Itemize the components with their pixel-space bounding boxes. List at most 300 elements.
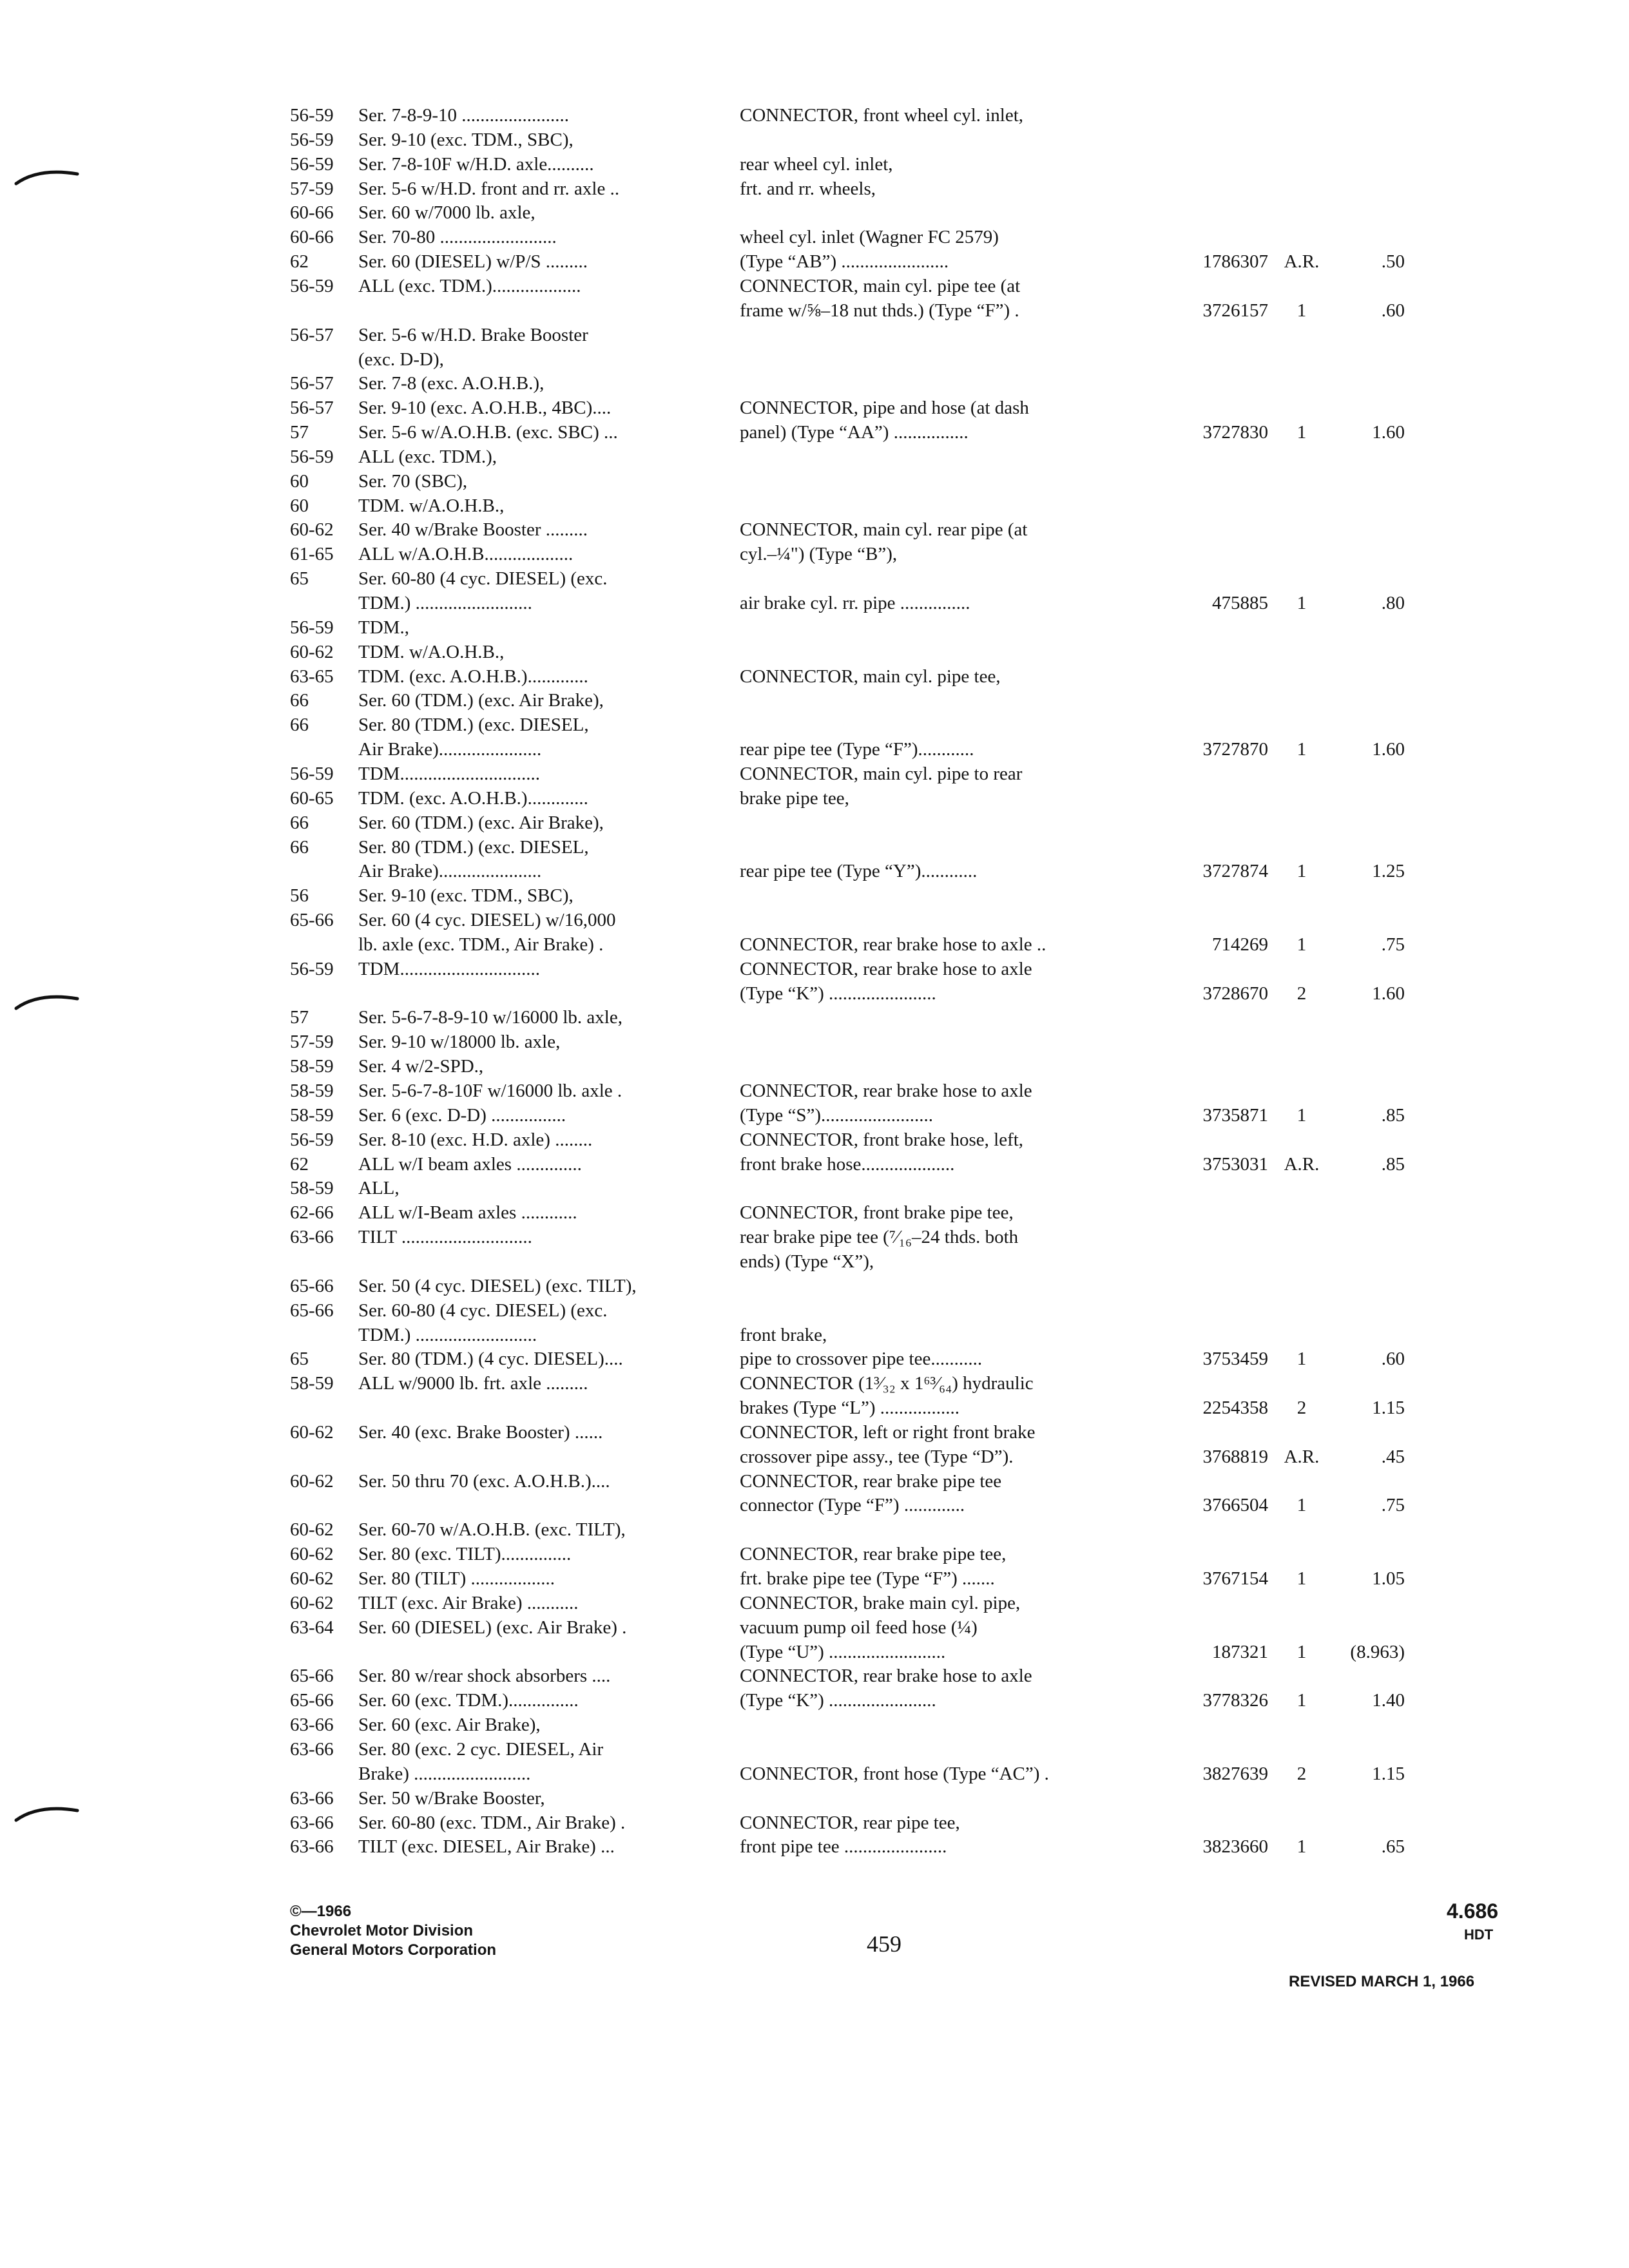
description-cell: rear wheel cyl. inlet, — [740, 153, 893, 175]
year-cell: 60-66 — [290, 227, 334, 248]
table-row — [0, 908, 1629, 932]
application-cell: TDM.) ......................... — [358, 593, 532, 613]
table-row — [0, 1274, 1629, 1298]
price-cell: .85 — [1381, 1153, 1405, 1175]
application-cell: ALL (exc. TDM.)................... — [358, 275, 581, 296]
application-cell: Air Brake)...................... — [358, 861, 542, 882]
application-cell: Ser. 7-8-9-10 ....................... — [358, 105, 570, 126]
description-cell: rear brake pipe tee (⁷⁄₁₆–24 thds. both — [740, 1227, 1019, 1248]
price-cell: (8.963) — [1350, 1641, 1405, 1662]
description-cell: rear pipe tee (Type “F”)............ — [740, 739, 974, 760]
quantity-cell: A.R. — [1284, 1446, 1320, 1467]
application-cell: TDM. w/A.O.H.B., — [358, 495, 505, 516]
application-cell: Ser. 60-80 (4 cyc. DIESEL) (exc. — [358, 568, 608, 590]
table-row — [0, 883, 1629, 908]
year-cell: 65-66 — [290, 1275, 334, 1296]
year-cell: 65-66 — [290, 1300, 334, 1321]
part-number-cell: 3726157 — [1202, 300, 1268, 321]
price-cell: .60 — [1381, 1349, 1405, 1370]
application-cell: Ser. 40 w/Brake Booster ......... — [358, 519, 588, 541]
description-cell: front brake, — [740, 1324, 827, 1345]
description-cell: rear pipe tee (Type “Y”)............ — [740, 861, 978, 882]
application-cell: Ser. 50 (4 cyc. DIESEL) (exc. TILT), — [358, 1275, 637, 1296]
year-cell: 65-66 — [290, 1690, 334, 1711]
year-cell: 60-66 — [290, 202, 334, 224]
application-cell: Ser. 80 w/rear shock absorbers .... — [358, 1666, 611, 1687]
year-cell: 56-57 — [290, 373, 334, 394]
quantity-cell: 1 — [1296, 1568, 1307, 1589]
application-cell: Ser. 60 (exc. Air Brake), — [358, 1715, 541, 1736]
section-subcode: HDT — [1464, 1927, 1494, 1943]
application-cell: Ser. 70 (SBC), — [358, 470, 468, 492]
application-cell: Ser. 60 (TDM.) (exc. Air Brake), — [358, 812, 604, 833]
quantity-cell: 2 — [1296, 1763, 1307, 1784]
part-number-cell: 1786307 — [1202, 251, 1268, 273]
description-cell: CONNECTOR, front brake hose, left, — [740, 1129, 1024, 1150]
price-cell: .65 — [1381, 1836, 1405, 1858]
price-cell: 1.60 — [1372, 739, 1405, 760]
table-row — [0, 1005, 1629, 1030]
table-row — [0, 347, 1629, 372]
table-row — [0, 371, 1629, 396]
table-row — [0, 1152, 1629, 1177]
description-cell: panel) (Type “AA”) ................ — [740, 422, 969, 443]
quantity-cell: 1 — [1296, 934, 1307, 955]
table-row — [0, 152, 1629, 177]
table-row — [0, 859, 1629, 883]
year-cell: 58-59 — [290, 1081, 334, 1101]
year-cell: 65 — [290, 1349, 309, 1370]
year-cell: 60-65 — [290, 787, 334, 809]
year-cell: 60-62 — [290, 1568, 334, 1589]
table-row — [0, 1030, 1629, 1054]
quantity-cell: 1 — [1296, 300, 1307, 321]
application-cell: Ser. 60 (DIESEL) w/P/S ......... — [358, 251, 588, 273]
application-cell: Ser. 50 thru 70 (exc. A.O.H.B.).... — [358, 1470, 610, 1492]
year-cell: 56-59 — [290, 958, 334, 979]
application-cell: Ser. 9-10 (exc. A.O.H.B., 4BC).... — [358, 398, 612, 419]
application-cell: Ser. 9-10 w/18000 lb. axle, — [358, 1032, 561, 1053]
application-cell: TDM.) .......................... — [358, 1324, 537, 1345]
price-cell: 1.15 — [1372, 1763, 1405, 1784]
revised-date: REVISED MARCH 1, 1966 — [1289, 1973, 1475, 1990]
application-cell: ALL w/A.O.H.B................... — [358, 544, 574, 565]
part-number-cell: 3823660 — [1202, 1836, 1268, 1858]
table-row — [0, 1591, 1629, 1615]
description-cell: ends) (Type “X”), — [740, 1251, 874, 1272]
table-row — [0, 1737, 1629, 1762]
price-cell: 1.15 — [1372, 1398, 1405, 1419]
section-code: 4.686 — [1447, 1899, 1499, 1923]
table-row — [0, 225, 1629, 249]
part-number-cell: 3753031 — [1202, 1153, 1268, 1175]
table-row — [0, 517, 1629, 542]
application-cell: Ser. 80 (exc. TILT)............... — [358, 1544, 572, 1565]
application-cell: Ser. 5-6-7-8-10F w/16000 lb. axle . — [358, 1081, 622, 1101]
year-cell: 66 — [290, 690, 309, 711]
table-row — [0, 274, 1629, 298]
table-row — [0, 1396, 1629, 1420]
table-row — [0, 1128, 1629, 1152]
quantity-cell: 1 — [1296, 1104, 1307, 1126]
description-cell: frt. brake pipe tee (Type “F”) ....... — [740, 1568, 995, 1589]
table-row — [0, 128, 1629, 152]
table-row — [0, 1834, 1629, 1859]
description-cell: CONNECTOR, main cyl. rear pipe (at — [740, 519, 1028, 541]
corporation-line: General Motors Corporation — [290, 1941, 497, 1959]
description-cell: CONNECTOR, left or right front brake — [740, 1421, 1036, 1443]
application-cell: TDM.............................. — [358, 763, 540, 784]
description-cell: cyl.–¼") (Type “B”), — [740, 544, 898, 565]
part-number-cell: 2254358 — [1202, 1398, 1268, 1419]
year-cell: 60 — [290, 495, 309, 516]
table-row — [0, 1420, 1629, 1445]
table-row — [0, 835, 1629, 860]
year-cell: 62-66 — [290, 1202, 334, 1224]
year-cell: 58-59 — [290, 1056, 334, 1077]
description-cell: CONNECTOR (1³⁄₃₂ x 1⁶³⁄₆₄) hydraulic — [740, 1373, 1034, 1394]
price-cell: .50 — [1381, 251, 1405, 273]
year-cell: 56-59 — [290, 617, 334, 638]
application-cell: Ser. 8-10 (exc. H.D. axle) ........ — [358, 1129, 593, 1150]
quantity-cell: 1 — [1296, 861, 1307, 882]
table-row — [0, 664, 1629, 689]
part-number-cell: 3766504 — [1202, 1495, 1268, 1516]
year-cell: 56-59 — [290, 446, 334, 467]
part-number-cell: 3735871 — [1202, 1104, 1268, 1126]
year-cell: 58-59 — [290, 1104, 334, 1126]
part-number-cell: 3727870 — [1202, 739, 1268, 760]
application-cell: TILT ............................ — [358, 1227, 532, 1248]
quantity-cell: 1 — [1296, 1641, 1307, 1662]
price-cell: .80 — [1381, 593, 1405, 613]
part-number-cell: 3727874 — [1202, 861, 1268, 882]
application-cell: (exc. D-D), — [358, 349, 444, 370]
application-cell: Ser. 5-6 w/H.D. Brake Booster — [358, 324, 588, 345]
application-cell: TDM., — [358, 617, 409, 638]
year-cell: 57-59 — [290, 178, 334, 199]
year-cell: 56-59 — [290, 1129, 334, 1150]
table-row — [0, 445, 1629, 469]
page-number: 459 — [867, 1931, 901, 1957]
year-cell: 60-62 — [290, 519, 334, 541]
year-cell: 63-66 — [290, 1715, 334, 1736]
part-number-cell: 3727830 — [1202, 422, 1268, 443]
year-cell: 56-59 — [290, 129, 334, 150]
description-cell: CONNECTOR, main cyl. pipe tee (at — [740, 275, 1021, 296]
part-number-cell: 3728670 — [1202, 983, 1268, 1004]
part-number-cell: 714269 — [1212, 934, 1268, 955]
table-row — [0, 1811, 1629, 1835]
quantity-cell: 2 — [1296, 983, 1307, 1004]
table-row — [0, 566, 1629, 591]
year-cell: 63-64 — [290, 1617, 334, 1638]
table-row — [0, 1249, 1629, 1274]
year-cell: 62 — [290, 251, 309, 273]
application-cell: Ser. 7-8 (exc. A.O.H.B.), — [358, 373, 545, 394]
table-row — [0, 298, 1629, 323]
quantity-cell: 1 — [1296, 1836, 1307, 1858]
table-row — [0, 737, 1629, 762]
description-cell: (Type “S”)........................ — [740, 1104, 933, 1126]
year-cell: 65-66 — [290, 1666, 334, 1687]
application-cell: TDM.............................. — [358, 958, 540, 979]
table-row — [0, 1079, 1629, 1103]
description-cell: brake pipe tee, — [740, 787, 849, 809]
application-cell: TDM. w/A.O.H.B., — [358, 641, 505, 662]
description-cell: CONNECTOR, main cyl. pipe to rear — [740, 763, 1023, 784]
table-row — [0, 420, 1629, 445]
description-cell: front pipe tee ...................... — [740, 1836, 947, 1858]
application-cell: ALL, — [358, 1178, 400, 1199]
application-cell: Ser. 80 (exc. 2 cyc. DIESEL, Air — [358, 1738, 604, 1760]
description-cell: CONNECTOR, rear brake hose to axle .. — [740, 934, 1046, 955]
year-cell: 62 — [290, 1153, 309, 1175]
application-cell: Ser. 6 (exc. D-D) ................ — [358, 1104, 566, 1126]
year-cell: 57-59 — [290, 1032, 334, 1053]
description-cell: CONNECTOR, rear pipe tee, — [740, 1812, 960, 1833]
year-cell: 56-59 — [290, 153, 334, 175]
application-cell: Ser. 80 (TDM.) (4 cyc. DIESEL).... — [358, 1349, 623, 1370]
table-row — [0, 249, 1629, 274]
application-cell: Ser. 60-80 (4 cyc. DIESEL) (exc. — [358, 1300, 608, 1321]
table-row — [0, 1688, 1629, 1713]
year-cell: 60-62 — [290, 1544, 334, 1565]
table-row — [0, 1347, 1629, 1371]
description-cell: brakes (Type “L”) ................. — [740, 1398, 960, 1419]
year-cell: 66 — [290, 836, 309, 858]
description-cell: (Type “AB”) ....................... — [740, 251, 949, 273]
description-cell: frame w/⅝–18 nut thds.) (Type “F”) . — [740, 300, 1019, 321]
part-number-cell: 187321 — [1212, 1641, 1268, 1662]
application-cell: Ser. 80 (TDM.) (exc. DIESEL, — [358, 836, 589, 858]
table-row — [0, 981, 1629, 1006]
application-cell: Ser. 40 (exc. Brake Booster) ...... — [358, 1421, 603, 1443]
application-cell: Ser. 60 (DIESEL) (exc. Air Brake) . — [358, 1617, 627, 1638]
quantity-cell: 1 — [1296, 1690, 1307, 1711]
table-row — [0, 103, 1629, 128]
table-row — [0, 1615, 1629, 1640]
description-cell: CONNECTOR, front hose (Type “AC”) . — [740, 1763, 1049, 1784]
description-cell: CONNECTOR, pipe and hose (at dash — [740, 398, 1029, 419]
quantity-cell: 1 — [1296, 422, 1307, 443]
description-cell: CONNECTOR, front wheel cyl. inlet, — [740, 105, 1024, 126]
application-cell: Ser. 9-10 (exc. TDM., SBC), — [358, 885, 574, 907]
table-row — [0, 762, 1629, 786]
table-row — [0, 1200, 1629, 1225]
application-cell: Ser. 60 (exc. TDM.)............... — [358, 1690, 579, 1711]
application-cell: Ser. 9-10 (exc. TDM., SBC), — [358, 129, 574, 150]
application-cell: ALL w/9000 lb. frt. axle ......... — [358, 1373, 588, 1394]
price-cell: .75 — [1381, 934, 1405, 955]
table-row — [0, 1445, 1629, 1469]
table-row — [0, 542, 1629, 566]
year-cell: 56-59 — [290, 105, 334, 126]
table-row — [0, 688, 1629, 713]
year-cell: 66 — [290, 715, 309, 736]
division-line: Chevrolet Motor Division — [290, 1922, 474, 1939]
table-row — [0, 396, 1629, 420]
quantity-cell: A.R. — [1284, 251, 1320, 273]
application-cell: Ser. 50 w/Brake Booster, — [358, 1787, 545, 1809]
description-cell: (Type “U”) ......................... — [740, 1641, 946, 1662]
application-cell: ALL w/I-Beam axles ............ — [358, 1202, 577, 1224]
table-row — [0, 1176, 1629, 1200]
price-cell: 1.05 — [1372, 1568, 1405, 1589]
table-row — [0, 1298, 1629, 1323]
table-row — [0, 1225, 1629, 1249]
year-cell: 57 — [290, 1007, 309, 1028]
table-row — [0, 1786, 1629, 1811]
description-cell: front brake hose.................... — [740, 1153, 955, 1175]
table-row — [0, 932, 1629, 957]
table-row — [0, 591, 1629, 615]
price-cell: 1.60 — [1372, 983, 1405, 1004]
price-cell: .85 — [1381, 1104, 1405, 1126]
table-row — [0, 469, 1629, 494]
application-cell: Ser. 7-8-10F w/H.D. axle.......... — [358, 153, 594, 175]
table-row — [0, 1566, 1629, 1591]
table-row — [0, 1664, 1629, 1688]
application-cell: TDM. (exc. A.O.H.B.)............. — [358, 787, 588, 809]
table-row — [0, 640, 1629, 664]
application-cell: Ser. 80 (TILT) .................. — [358, 1568, 555, 1589]
application-cell: Ser. 60 w/7000 lb. axle, — [358, 202, 535, 224]
application-cell: Ser. 60 (4 cyc. DIESEL) w/16,000 — [358, 910, 616, 931]
table-row — [0, 957, 1629, 981]
year-cell: 66 — [290, 812, 309, 833]
application-cell: ALL w/I beam axles .............. — [358, 1153, 582, 1175]
application-cell: Brake) ......................... — [358, 1763, 531, 1784]
price-cell: .45 — [1381, 1446, 1405, 1467]
description-cell: CONNECTOR, rear brake hose to axle — [740, 1666, 1032, 1687]
year-cell: 63-66 — [290, 1227, 334, 1248]
description-cell: vacuum pump oil feed hose (¼) — [740, 1617, 978, 1638]
description-cell: CONNECTOR, main cyl. pipe tee, — [740, 666, 1001, 687]
application-cell: Ser. 5-6 w/H.D. front and rr. axle .. — [358, 178, 620, 199]
quantity-cell: 1 — [1296, 1349, 1307, 1370]
table-row — [0, 1323, 1629, 1347]
description-cell: (Type “K”) ....................... — [740, 1690, 936, 1711]
application-cell: Ser. 60 (TDM.) (exc. Air Brake), — [358, 690, 604, 711]
table-row — [0, 1371, 1629, 1396]
year-cell: 56-59 — [290, 275, 334, 296]
part-number-cell: 3767154 — [1202, 1568, 1268, 1589]
year-cell: 57 — [290, 422, 309, 443]
year-cell: 56-57 — [290, 324, 334, 345]
quantity-cell: A.R. — [1284, 1153, 1320, 1175]
application-cell: Ser. 60-70 w/A.O.H.B. (exc. TILT), — [358, 1519, 626, 1541]
table-row — [0, 1054, 1629, 1079]
table-row — [0, 1469, 1629, 1494]
description-cell: CONNECTOR, front brake pipe tee, — [740, 1202, 1014, 1224]
description-cell: air brake cyl. rr. pipe ............... — [740, 593, 970, 613]
part-number-cell: 3768819 — [1202, 1446, 1268, 1467]
year-cell: 58-59 — [290, 1178, 334, 1199]
quantity-cell: 2 — [1296, 1398, 1307, 1419]
price-cell: 1.25 — [1372, 861, 1405, 882]
quantity-cell: 1 — [1296, 739, 1307, 760]
table-row — [0, 1103, 1629, 1128]
table-row — [0, 323, 1629, 347]
description-cell: CONNECTOR, rear brake hose to axle — [740, 1081, 1032, 1101]
year-cell: 60-62 — [290, 641, 334, 662]
year-cell: 56-57 — [290, 398, 334, 419]
application-cell: TILT (exc. DIESEL, Air Brake) ... — [358, 1836, 615, 1858]
table-row — [0, 1713, 1629, 1737]
year-cell: 60-62 — [290, 1519, 334, 1541]
year-cell: 63-66 — [290, 1812, 334, 1833]
table-row — [0, 177, 1629, 201]
application-cell: TILT (exc. Air Brake) ........... — [358, 1592, 579, 1613]
application-cell: lb. axle (exc. TDM., Air Brake) . — [358, 934, 604, 955]
year-cell: 65-66 — [290, 910, 334, 931]
description-cell: CONNECTOR, brake main cyl. pipe, — [740, 1592, 1021, 1613]
year-cell: 65 — [290, 568, 309, 590]
year-cell: 63-65 — [290, 666, 334, 687]
application-cell: Ser. 70-80 ......................... — [358, 227, 557, 248]
description-cell: CONNECTOR, rear brake hose to axle — [740, 958, 1032, 979]
description-cell: crossover pipe assy., tee (Type “D”). — [740, 1446, 1014, 1467]
description-cell: CONNECTOR, rear brake pipe tee — [740, 1470, 1002, 1492]
year-cell: 60-62 — [290, 1470, 334, 1492]
quantity-cell: 1 — [1296, 1495, 1307, 1516]
description-cell: connector (Type “F”) ............. — [740, 1495, 965, 1516]
application-cell: Ser. 5-6-7-8-9-10 w/16000 lb. axle, — [358, 1007, 622, 1028]
application-cell: Ser. 60-80 (exc. TDM., Air Brake) . — [358, 1812, 626, 1833]
table-row — [0, 786, 1629, 811]
description-cell: (Type “K”) ....................... — [740, 983, 936, 1004]
price-cell: .75 — [1381, 1495, 1405, 1516]
part-number-cell: 475885 — [1212, 593, 1268, 613]
application-cell: Air Brake)...................... — [358, 739, 542, 760]
table-row — [0, 615, 1629, 640]
description-cell: CONNECTOR, rear brake pipe tee, — [740, 1544, 1007, 1565]
table-row — [0, 713, 1629, 737]
table-row — [0, 494, 1629, 518]
table-row — [0, 1542, 1629, 1566]
year-cell: 63-66 — [290, 1738, 334, 1760]
table-row — [0, 1493, 1629, 1517]
description-cell: wheel cyl. inlet (Wagner FC 2579) — [740, 227, 999, 248]
application-cell: TDM. (exc. A.O.H.B.)............. — [358, 666, 588, 687]
application-cell: Ser. 80 (TDM.) (exc. DIESEL, — [358, 715, 589, 736]
year-cell: 58-59 — [290, 1373, 334, 1394]
price-cell: 1.40 — [1372, 1690, 1405, 1711]
year-cell: 60 — [290, 470, 309, 492]
year-cell: 56 — [290, 885, 309, 907]
year-cell: 63-66 — [290, 1836, 334, 1858]
application-cell: Ser. 5-6 w/A.O.H.B. (exc. SBC) ... — [358, 422, 618, 443]
year-cell: 56-59 — [290, 763, 334, 784]
table-row — [0, 811, 1629, 835]
description-cell: frt. and rr. wheels, — [740, 178, 876, 199]
year-cell: 60-62 — [290, 1592, 334, 1613]
price-cell: 1.60 — [1372, 422, 1405, 443]
application-cell: Ser. 4 w/2-SPD., — [358, 1056, 484, 1077]
table-row — [0, 1762, 1629, 1786]
table-row — [0, 1517, 1629, 1542]
year-cell: 61-65 — [290, 544, 334, 565]
description-cell: pipe to crossover pipe tee........... — [740, 1349, 983, 1370]
year-cell: 60-62 — [290, 1421, 334, 1443]
part-number-cell: 3827639 — [1202, 1763, 1268, 1784]
table-row — [0, 1640, 1629, 1664]
quantity-cell: 1 — [1296, 593, 1307, 613]
part-number-cell: 3778326 — [1202, 1690, 1268, 1711]
price-cell: .60 — [1381, 300, 1405, 321]
copyright-line: ©—1966 — [290, 1903, 352, 1920]
